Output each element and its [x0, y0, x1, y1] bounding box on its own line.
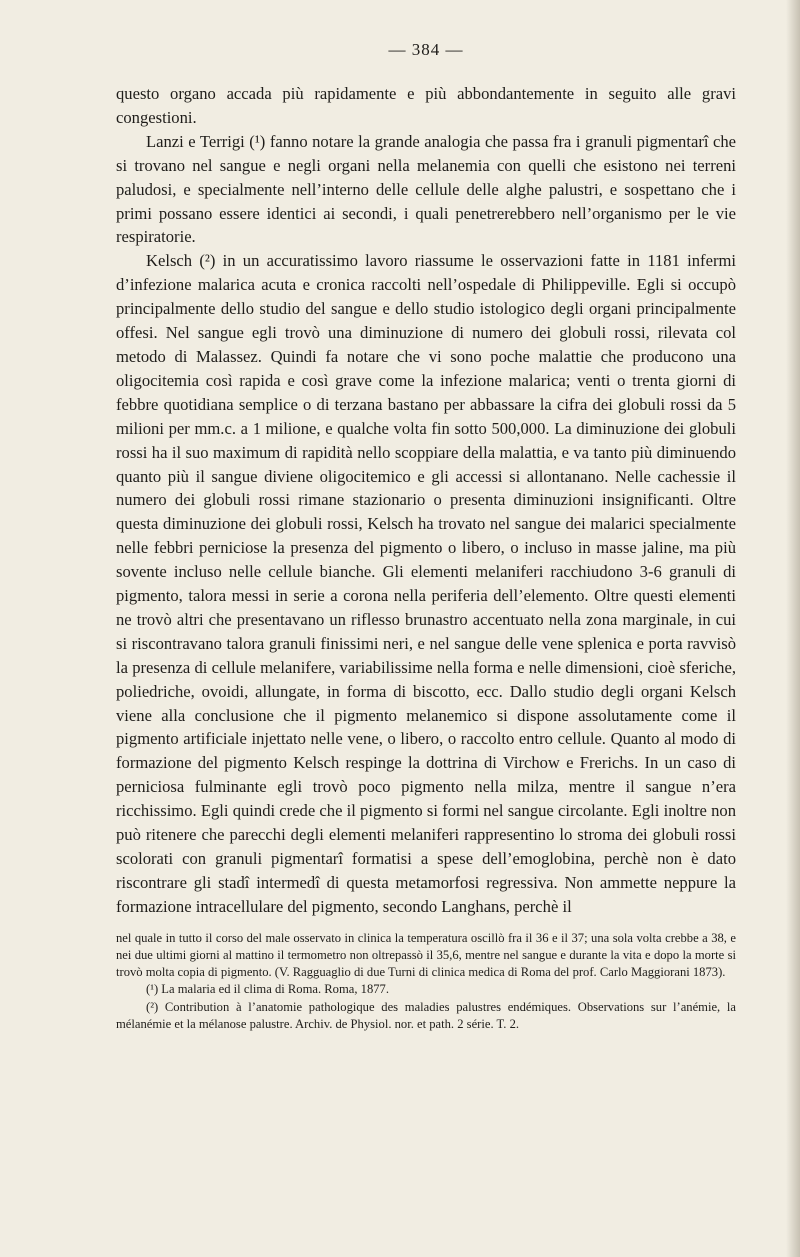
page-number: — 384 —	[388, 40, 464, 59]
footnote-2: (²) Contribution à l’anatomie pathologique des maladies palustres endémiques. Observations sur l’anémie, la mélanémie et la mélanose palustre. Archiv. de Physiol. nor. et path. 2 série. T. 2.	[116, 999, 736, 1031]
footnotes	[116, 930, 736, 1033]
paragraph: questo organo accada più rapidamente e più abbondantemente in seguito alle gravi congestioni.	[116, 84, 736, 127]
footnote-1: (¹) La malaria ed il clima di Roma. Roma, 1877.	[146, 982, 389, 997]
book-page	[116, 40, 736, 1033]
page-edge-shadow	[786, 0, 800, 1257]
paragraph: Kelsch (²) in un accuratissimo lavoro riassume le osservazioni fatte in 1181 infermi d’infezione malarica acuta e cronica raccolti nell’ospedale di Philippeville. Egli si occupò principalmente dello studio del sangue e dello studio istologico degli organi principalmente offesi. Nel sangue egli trovò una diminuzione di numero dei globuli rossi, rilevata col metodo di Malassez. Quindi fa notare che vi sono poche malattie che producono una oligocitemia così rapida e così grave come la infezione malarica; venti o trenta giorni di febbre quotidiana semplice o di terzana bastano per abbassare la cifra dei globuli rossi da 5 milioni per mm.c. a 1 milione, e qualche volta fin sotto 500,000. La diminuzione dei globuli rossi ha il suo maximum di rapidità nello scoppiare della malattia, e va tanto più diminuendo quanto più il sangue diviene oligocitemico e gli accessi si allontanano. Nelle cachessie il numero dei globuli rossi rimane stazionario o presenta diminuzioni insignificanti. Oltre questa diminuzione dei globuli rossi, Kelsch ha trovato nel sangue dei malarici specialmente nelle febbri perniciose la presenza del pigmento o libero, o incluso in masse jaline, ma più sovente incluso nelle cellule bianche. Gli elementi melaniferi racchiudono 3-6 granuli di pigmento, talora messi in serie a corona nella periferia dell’elemento. Oltre questi elementi ne trovò altri che presentavano un riflesso brunastro accentuato nella zona marginale, in cui si riscontravano talora granuli finissimi neri, e nel sangue delle vene splenica e porta ravvisò la presenza di cellule melanifere, variabilissime nella forma e nelle dimensioni, cioè sferiche, poliedriche, ovoidi, allungate, in forma di biscotto, ecc. Dallo studio degli organi Kelsch viene alla conclusione che il pigmento melanemico si dispone assolutamente come il pigmento artificiale injettato nelle vene, o libero, o raccolto entro cellule. Quanto al modo di formazione del pigmento Kelsch respinge la dottrina di Virchow e Frerichs. In un caso di perniciosa fulminante egli trovò poco pigmento nella milza, mentre il sangue n’era ricchissimo. Egli quindi crede che il pigmento si formi nel sangue circolante. Egli inoltre non può ritenere che parecchi degli elementi melaniferi rappresentino lo stroma dei globuli rossi scolorati con granuli pigmentarî formatisi a spese dell’emoglobina, perchè non è dato riscontrare gli stadî intermedî di questa metamorfosi regressiva. Non ammette neppure la formazione intracellulare del pigmento, secondo Langhans, perchè il	[116, 251, 736, 916]
paragraph: Lanzi e Terrigi (¹) fanno notare la grande analogia che passa fra i granuli pigmentarî che si trovano nel sangue e negli organi nella melanemia con quelli che esistono nei terreni paludosi, e specialmente nell’interno delle cellule delle alghe palustri, e sospettano che i primi possano essere identici ai secondi, i quali penetrerebbero nell’organismo per le vie respiratorie.	[116, 131, 736, 247]
footnote-continuation: nel quale in tutto il corso del male osservato in clinica la temperatura oscillò fra il 36 e il 37; una sola volta crebbe a 38, e nei due ultimi giorni al mattino il termometro non oltrepassò il 35,6, mentre nel sangue e durante la vita e dopo la morte si trovò molta copia di pigmento. (V. Ragguaglio di due Turni di clinica medica di Roma del prof. Carlo Maggiorani 1873).	[116, 930, 736, 980]
main-text	[116, 82, 736, 919]
